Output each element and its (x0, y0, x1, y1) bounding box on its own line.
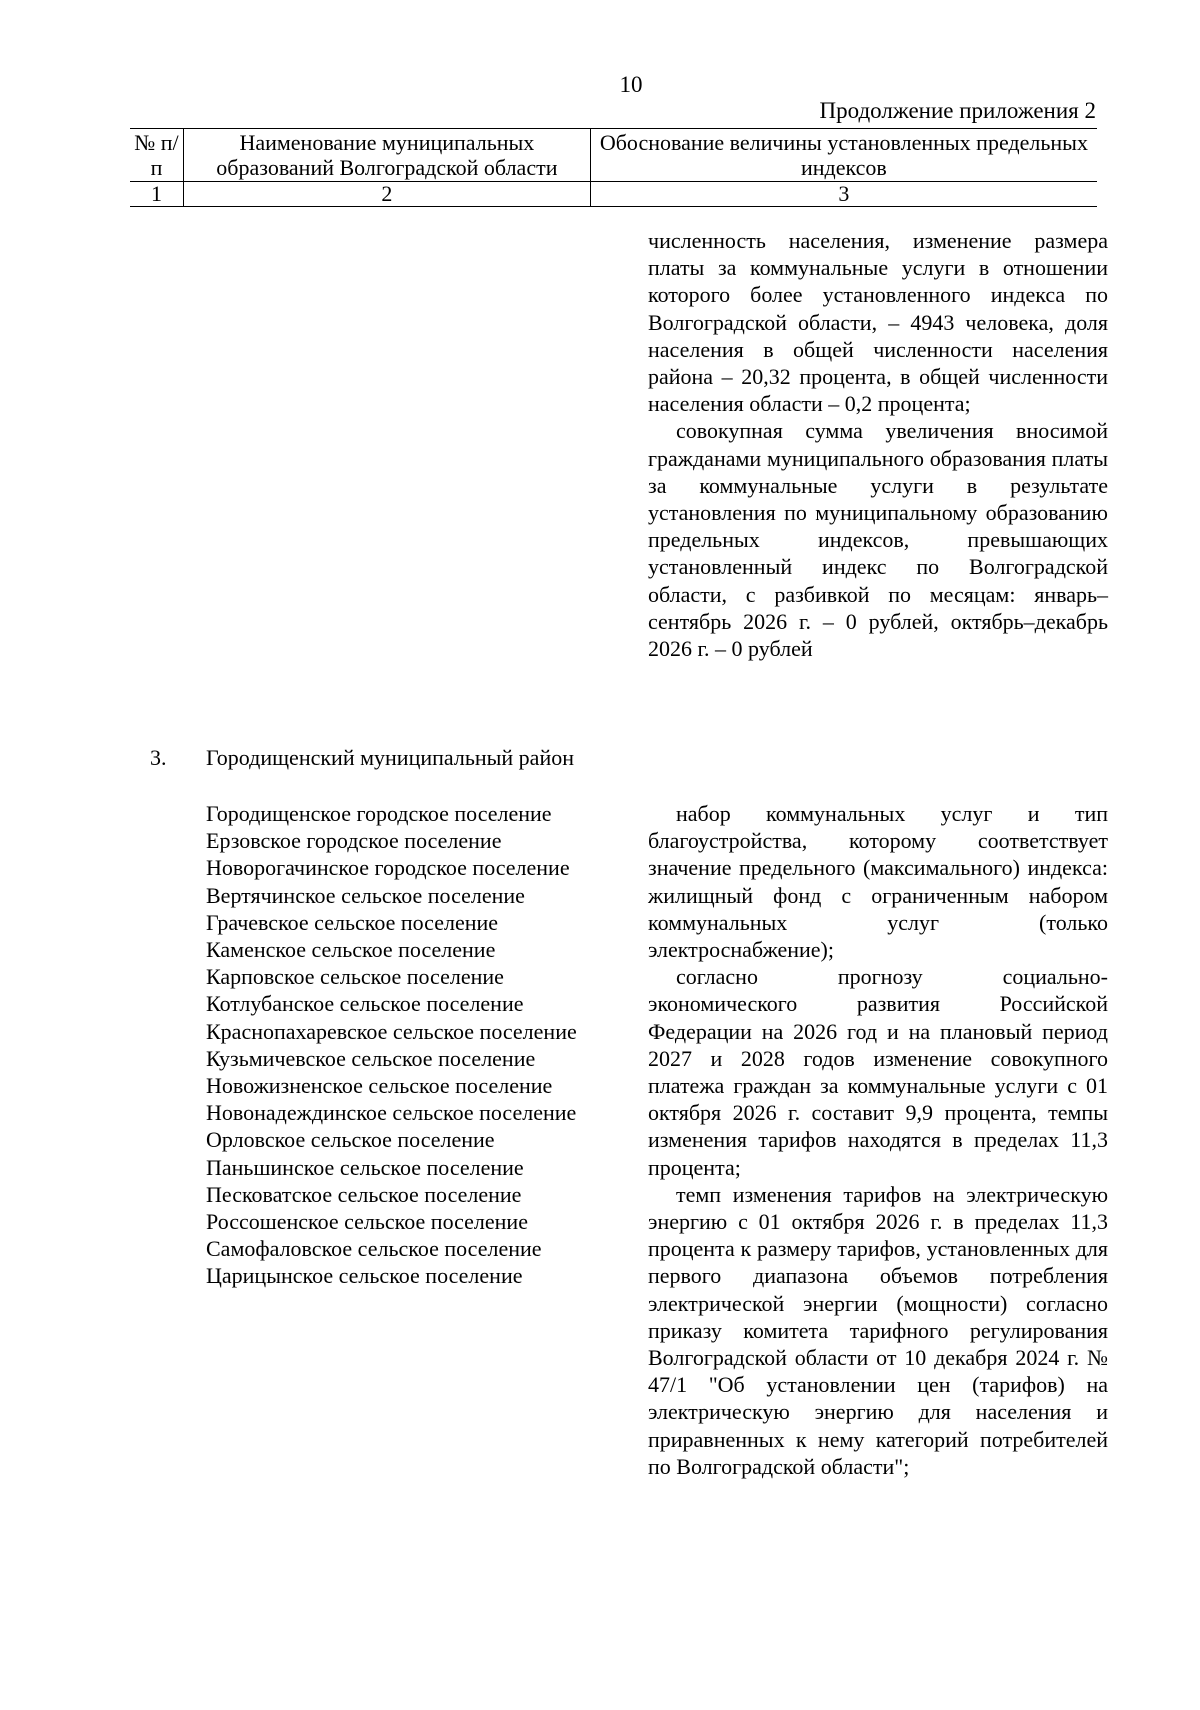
settlement-item: Котлубанское сельское поселение (206, 991, 524, 1017)
settlement-item: Новорогачинское городское поселение (206, 855, 570, 881)
header-num-2: 2 (184, 182, 591, 207)
settlement-item: Краснопахаревское сельское поселение (206, 1018, 577, 1044)
paragraph-forecast: согласно прогнозу социально-экономического развития Российской Федерации на 2026 год и на плановый период 2027 и 2028 годов изменение совокупного платежа граждан за коммунальные услуги с 01 октября 2026 г. составит 9,9 процента, темпы изменения тарифов находятся в пределах 11,3 процента; (648, 964, 1108, 1180)
settlement-item: Грачевское сельское поселение (206, 909, 499, 935)
settlement-item: Паньшинское сельское поселение (206, 1154, 524, 1180)
header-num-1: 1 (130, 182, 184, 207)
settlement-item: Ерзовское городское поселение (206, 828, 502, 854)
settlement-item: Каменское сельское поселение (206, 937, 496, 963)
prev-section-justification (648, 227, 1108, 662)
paragraph-services-set: набор коммунальных услуг и тип благоустройства, которому соответствует значение предельного (максимального) индекса: жилищный фонд с ограниченным набором коммунальных услуг (только электроснабжение); (648, 801, 1108, 963)
settlement-item: Самофаловское сельское поселение (206, 1236, 542, 1262)
settlement-item: Городищенское городское поселение (206, 801, 552, 826)
header-num-3: 3 (590, 182, 1097, 207)
prev-paragraph-total-sum: совокупная сумма увеличения вносимой гражданами муниципального образования платы за коммунальные услуги в результате установления по муниципальному образованию предельных индексов, превышающих установленный индекс по Волгоградской области, с разбивкой по месяцам: январь–сентябрь 2026 г. – 0 рублей, октябрь–декабрь 2026 г. – 0 рублей (648, 418, 1108, 662)
header-col-number: № п/п (130, 129, 184, 182)
settlement-list (206, 800, 577, 1290)
header-col-municipality: Наименование муниципальных образований Волгоградской области (184, 129, 591, 182)
settlement-item: Песковатское сельское поселение (206, 1181, 522, 1207)
header-col-justification: Обоснование величины установленных предельных индексов (590, 129, 1097, 182)
settlement-item: Карповское сельское поселение (206, 964, 504, 990)
settlement-item: Царицынское сельское поселение (206, 1263, 523, 1289)
section-title: Городищенский муниципальный район (206, 745, 574, 770)
settlement-item: Новонадеждинское сельское поселение (206, 1100, 577, 1126)
settlement-item: Новожизненское сельское поселение (206, 1073, 553, 1099)
page-number: 10 (619, 72, 643, 97)
table-header (130, 128, 1097, 207)
section3-justification (648, 800, 1108, 1480)
prev-paragraph-population: численность населения, изменение размера платы за коммунальные услуги в отношении которого более установленного индекса по Волгоградской области, – 4943 человека, доля населения в общей численности населения района – 20,32 процента, в общей численности населения области – 0,2 процента; (648, 228, 1108, 417)
settlement-item: Кузьмичевское сельское поселение (206, 1045, 536, 1071)
section-number: 3. (150, 745, 167, 770)
settlement-item: Россошенское сельское поселение (206, 1209, 528, 1235)
paragraph-tariff-rate: темп изменения тарифов на электрическую энергию с 01 октября 2026 г. в пределах 11,3 процента к размеру тарифов, установленных для первого диапазона объемов потребления электрической энергии (мощности) согласно приказу комитета тарифного регулирования Волгоградской области от 10 декабря 2024 г. № 47/1 "Об установлении цен (тарифов) на электрическую энергию для населения и приравненных к нему категорий потребителей по Волгоградской области"; (648, 1181, 1108, 1479)
settlement-item: Вертячинское сельское поселение (206, 882, 525, 908)
settlement-item: Орловское сельское поселение (206, 1127, 495, 1153)
appendix-continuation-label: Продолжение приложения 2 (819, 98, 1096, 123)
